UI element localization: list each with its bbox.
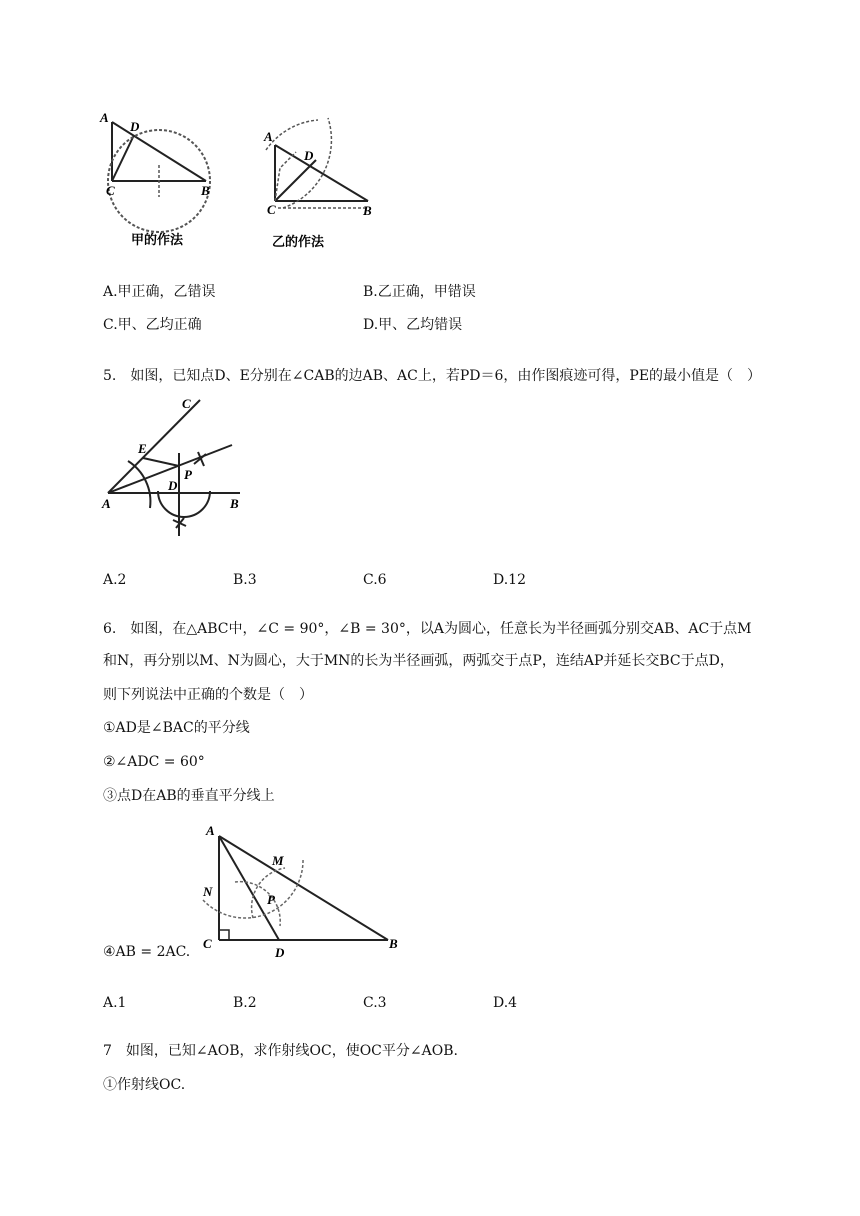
q6-stem-line-3: 则下列说法中正确的个数是（ ）: [103, 687, 313, 703]
q6-statement-3: ③点D在AB的垂直平分线上: [103, 788, 275, 804]
q6-option-a[interactable]: A.1: [103, 995, 127, 1011]
q6-label-n: N: [203, 884, 213, 899]
q7-stem: 7 如图，已知∠AOB，求作射线OC，使OC平分∠AOB.: [103, 1043, 458, 1059]
q4-option-c[interactable]: C.甲、乙均正确: [103, 317, 202, 333]
yi-label-d: D: [304, 148, 314, 163]
q5-label-d: D: [168, 478, 178, 493]
q6-stem-line-1: 6. 如图，在△ABC中，∠C = 90°，∠B = 30°，以A为圆心，任意长为半径画弧分别交AB、AC于点M: [103, 621, 752, 637]
jia-caption: 甲的作法: [131, 233, 184, 248]
q7-step-1: ①作射线OC.: [103, 1077, 186, 1093]
q6-option-b[interactable]: B.2: [233, 995, 257, 1011]
figure-q5: [98, 388, 273, 543]
q4-option-d[interactable]: D.甲、乙均错误: [363, 317, 463, 333]
q5-label-p: P: [184, 467, 192, 482]
figure-yi: [258, 108, 383, 253]
figure-jia: [98, 105, 218, 250]
q5-option-d[interactable]: D.12: [493, 572, 526, 588]
jia-label-c: C: [106, 183, 115, 198]
q5-label-c: C: [182, 396, 191, 411]
q6-stem-line-2: 和N，再分别以M、N为圆心，大于MN的长为半径画弧，两弧交于点P，连结AP并延长交BC于点D，: [103, 653, 734, 669]
q6-label-b: B: [389, 936, 398, 951]
figure-q6: [195, 818, 410, 963]
q6-label-a: A: [206, 823, 215, 838]
q5-label-a: A: [102, 496, 111, 511]
q6-label-m: M: [272, 853, 284, 868]
q5-label-b: B: [230, 496, 239, 511]
q6-option-c[interactable]: C.3: [363, 995, 387, 1011]
yi-label-a: A: [264, 129, 273, 144]
q6-statement-4: ④AB = 2AC.: [103, 944, 191, 960]
q6-statement-1: ①AD是∠BAC的平分线: [103, 720, 250, 736]
q5-option-b[interactable]: B.3: [233, 572, 257, 588]
q4-option-a[interactable]: A.甲正确，乙错误: [103, 284, 216, 300]
q4-option-b[interactable]: B.乙正确，甲错误: [363, 284, 476, 300]
yi-label-c: C: [267, 202, 276, 217]
q6-label-c: C: [203, 936, 212, 951]
q5-option-c[interactable]: C.6: [363, 572, 387, 588]
q5-option-a[interactable]: A.2: [103, 572, 127, 588]
jia-label-d: D: [130, 119, 140, 134]
q6-label-p: P: [267, 892, 275, 907]
yi-caption: 乙的作法: [272, 235, 325, 250]
q6-label-d: D: [275, 945, 285, 960]
q6-option-d[interactable]: D.4: [493, 995, 518, 1011]
q5-label-e: E: [138, 441, 147, 456]
jia-label-b: B: [201, 183, 210, 198]
q6-statement-2: ②∠ADC = 60°: [103, 754, 205, 770]
q5-stem: 5. 如图，已知点D、E分别在∠CAB的边AB、AC上，若PD＝6，由作图痕迹可得，PE的最小值是（ ）: [103, 368, 762, 384]
jia-label-a: A: [100, 110, 109, 125]
yi-label-b: B: [363, 203, 372, 218]
